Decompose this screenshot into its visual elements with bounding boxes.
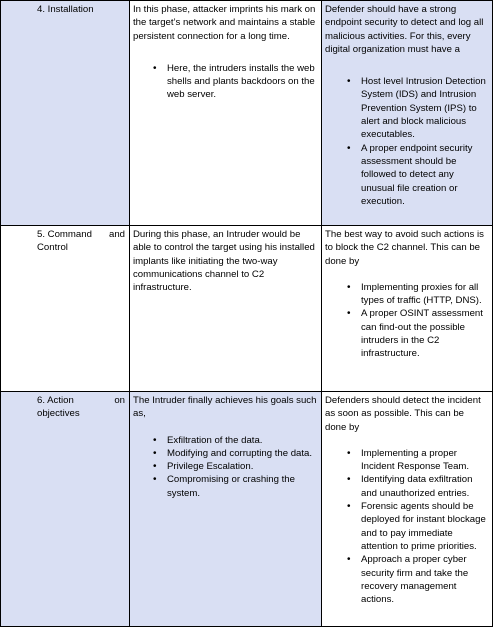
list-item: • A proper endpoint security assessment should be followed to detect any unusual file creation or execution. (325, 142, 488, 208)
list-item: • Exfiltration of the data. (133, 434, 317, 447)
defender-intro: Defenders should detect the incident as soon as possible. This can be done by (325, 395, 481, 433)
attacker-list (133, 434, 317, 500)
list-item: • Here, the intruders installs the web shells and plants backdoors on the web server. (133, 62, 317, 102)
defender-intro: Defender should have a strong endpoint security to detect and log all malicious activities. For this, every digital organization must have a (325, 4, 484, 55)
defender-list (325, 447, 488, 607)
stage-cell (0, 0, 130, 227)
attacker-intro: The Intruder finally achieves his goals such as, (133, 395, 317, 420)
attacker-intro: In this phase, attacker imprints his mark on the target’s network and maintains a stable persistent connection for a long time. (133, 4, 316, 42)
attacker-cell (129, 0, 322, 227)
defender-cell (321, 391, 493, 627)
list-item: • Privilege Escalation. (133, 460, 317, 473)
list-item: • Compromising or crashing the system. (133, 473, 317, 500)
attacker-intro: During this phase, an Intruder would be able to control the target using his installed implants like initiating the two-way communications channel to C2 infrastructure. (133, 229, 315, 294)
stage-label-continued: objectives (37, 408, 80, 420)
attacker-cell (129, 391, 322, 627)
table-row-command-and-control (0, 225, 494, 393)
attacker-cell (129, 225, 322, 393)
stage-label: 4. Installation (37, 4, 94, 15)
table-row-action-on-objectives (0, 391, 494, 627)
table-row-installation (0, 0, 494, 227)
list-item: • Implementing proxies for all types of traffic (HTTP, DNS). (325, 281, 488, 308)
stage-label: 5. Command and (37, 229, 125, 240)
defender-list (325, 75, 488, 208)
defender-cell (321, 0, 493, 227)
list-item: • A proper OSINT assessment can find-out the possible intruders in the C2 infrastructure. (325, 307, 488, 360)
stage-cell (0, 391, 130, 627)
stage-label-continued: Control (37, 242, 68, 254)
list-item: • Approach a proper cyber security firm and take the recovery management actions. (325, 553, 488, 606)
list-item: • Modifying and corrupting the data. (133, 447, 317, 460)
defender-intro: The best way to avoid such actions is to block the C2 channel. This can be done by (325, 229, 484, 267)
list-item: • Host level Intrusion Detection System (IDS) and Intrusion Prevention System (IPS) to alert and block malicious executables. (325, 75, 488, 141)
defender-cell (321, 225, 493, 393)
stage-label: 6. Action on (37, 395, 125, 406)
list-item: • Forensic agents should be deployed for instant blockage and to pay immediate attention to prime priorities. (325, 500, 488, 553)
list-item: • Identifying data exfiltration and unauthorized entries. (325, 473, 488, 500)
list-item: • Implementing a proper Incident Response Team. (325, 447, 488, 474)
stage-cell (0, 225, 130, 393)
defender-list (325, 281, 488, 361)
attacker-list (133, 62, 317, 102)
